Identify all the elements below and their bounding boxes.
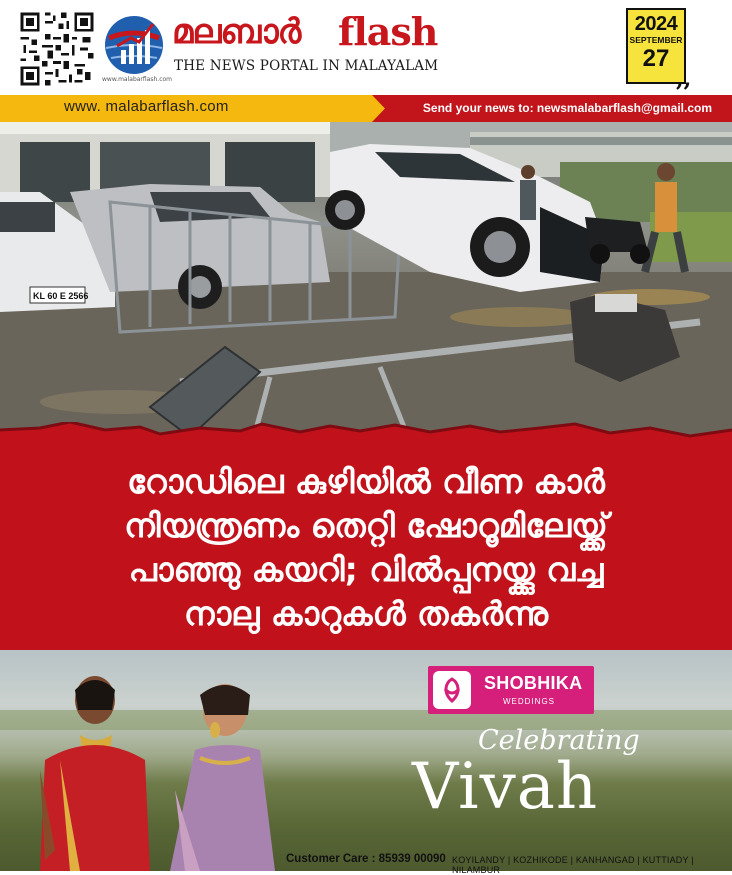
news-photo <box>0 122 732 457</box>
date-day: 27 <box>642 45 670 72</box>
headline-line-4: നാലു കാറുകൾ തകർന്നു <box>183 594 549 633</box>
celebrating-text: Celebrating <box>478 725 640 756</box>
date-month: SEPTEMBER <box>629 35 683 45</box>
store-locations: KOYILANDY | KOZHIKODE | KANHANGAD | KUTTIADY | NILAMBUR <box>452 855 694 875</box>
shobhika-emblem-icon <box>433 671 471 709</box>
accident-scene-illustration <box>0 122 732 457</box>
qr-code-icon[interactable] <box>18 10 96 88</box>
site-header <box>0 0 732 95</box>
headline-line-1: റോഡിലെ കുഴിയിൽ വീണ കാർ <box>127 462 605 501</box>
brand-name-flash[interactable]: flash <box>338 9 438 54</box>
headline-line-3: പാഞ്ഞു കയറി; വിൽപ്പനയ്ക്കു വച്ച <box>128 550 604 589</box>
vivah-title: Vivah <box>412 750 599 824</box>
headline-line-2: നിയന്ത്രണം തെറ്റി ഷോറൂമിലേയ്ക്ക് <box>124 506 608 545</box>
globe-logo-icon[interactable] <box>103 14 165 76</box>
brand-name-malayalam[interactable]: മലബാർ <box>172 12 301 52</box>
number-plate: KL 60 E 2566 <box>33 291 89 301</box>
shobhika-brand-sub: WEDDINGS <box>503 697 555 706</box>
date-year: 2024 <box>634 13 678 35</box>
quote-mark-icon: ,, <box>676 66 692 92</box>
shobhika-advertisement[interactable] <box>0 650 732 871</box>
headline[interactable] <box>0 460 732 636</box>
brand-tagline: THE NEWS PORTAL IN MALAYALAM <box>174 58 439 74</box>
ad-models-illustration <box>0 650 732 871</box>
shobhika-logo[interactable] <box>428 666 594 714</box>
logo-url: www.malabarflash.com <box>102 76 173 83</box>
send-news-text[interactable]: Send your news to: newsmalabarflash@gmail.com <box>422 101 712 115</box>
shobhika-brand-name: SHOBHIKA <box>484 673 583 693</box>
site-url-link[interactable]: www. malabarflash.com <box>64 98 229 115</box>
customer-care-text[interactable]: Customer Care : 85939 00090 <box>286 853 446 865</box>
